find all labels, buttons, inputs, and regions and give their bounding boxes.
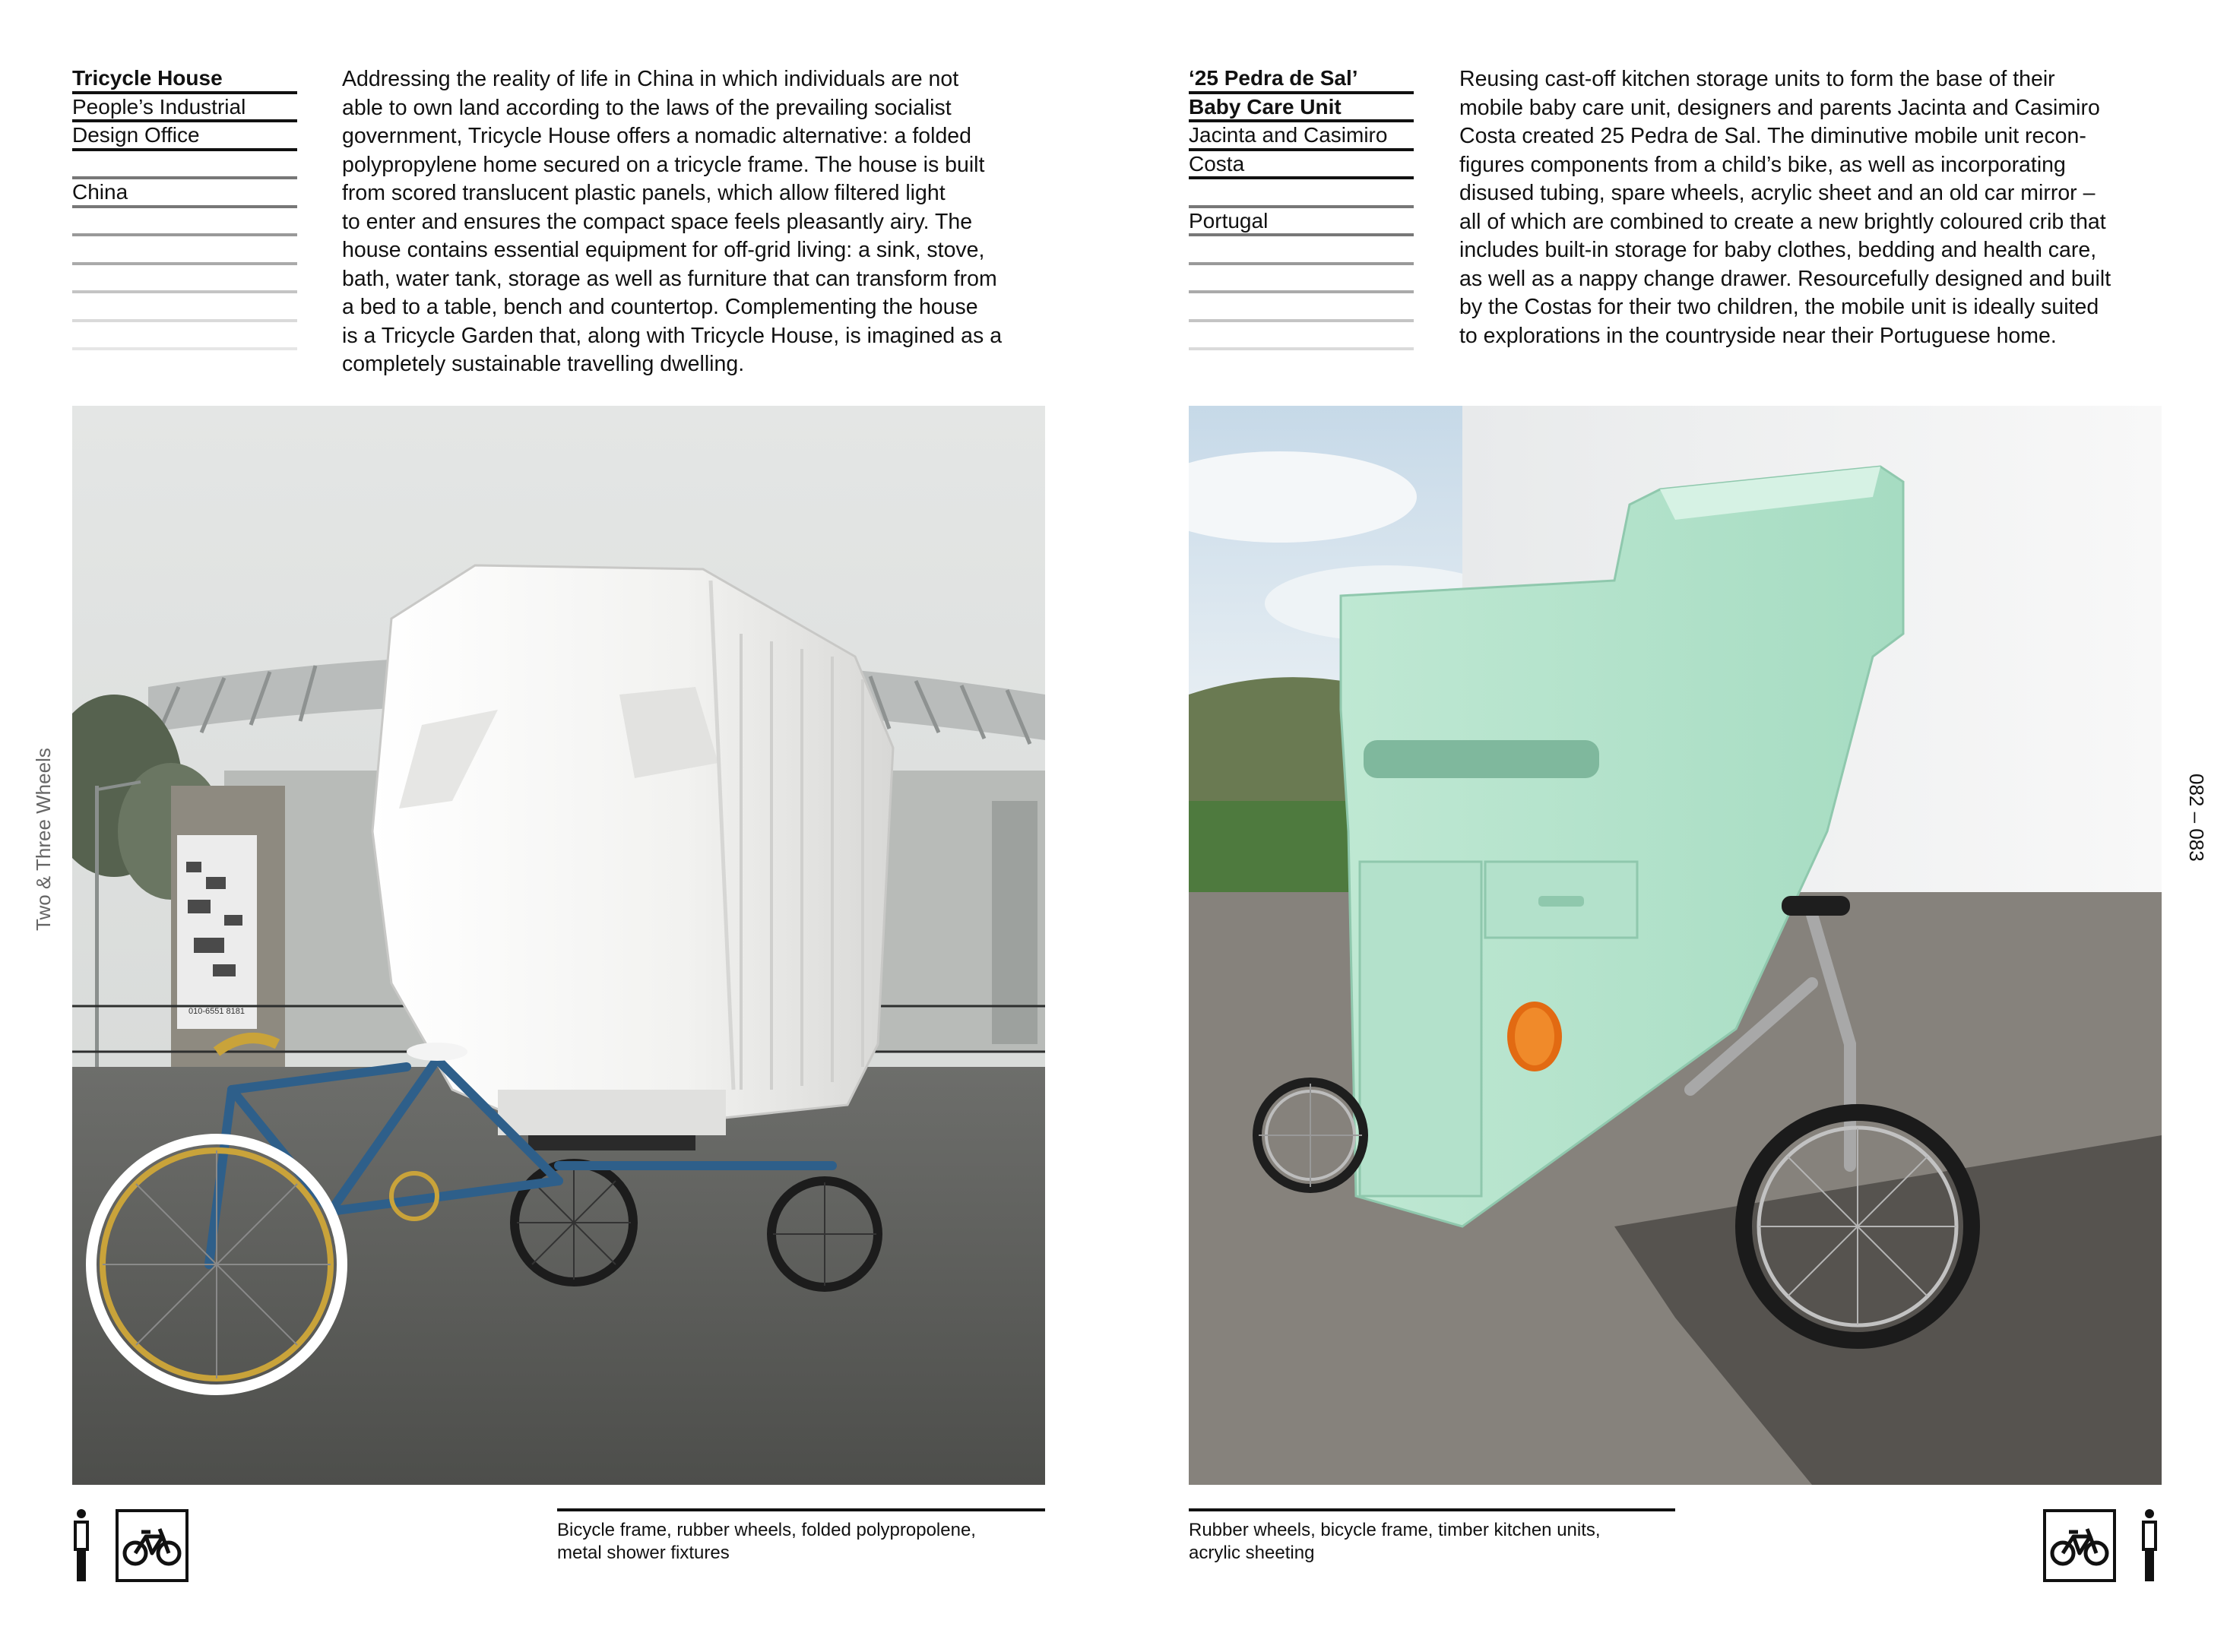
right-meta-rule (1189, 265, 1414, 294)
left-description-line: completely sustainable travelling dwelling. (342, 352, 745, 376)
left-materials-caption (557, 1508, 1045, 1565)
left-description-line: a bed to a table, bench and countertop. Complementing the house (342, 295, 978, 319)
right-description-line: disused tubing, spare wheels, acrylic sheet and an old car mirror – (1459, 181, 2096, 205)
left-meta-rule (72, 236, 297, 265)
left-description-line: government, Tricycle House offers a nomadic alternative: a folded (342, 124, 971, 148)
person-icon (2142, 1508, 2157, 1581)
right-description-line: Costa created 25 Pedra de Sal. The diminutive mobile unit recon- (1459, 124, 2086, 148)
left-description-line: bath, water tank, storage as well as furniture that can transform from (342, 266, 997, 291)
right-description (1459, 65, 2111, 350)
page-numbers: 082 – 083 (2185, 774, 2208, 862)
left-caption-line: metal shower fixtures (557, 1543, 730, 1563)
right-caption-line: acrylic sheeting (1189, 1543, 1315, 1563)
left-description-line: able to own land according to the laws of the prevailing socialist (342, 95, 952, 120)
right-designer-line2: Costa (1189, 151, 1414, 180)
left-meta-rule (72, 208, 297, 237)
tricycle-house-photo (72, 406, 1045, 1485)
baby-care-unit-photo (1189, 406, 2162, 1485)
left-meta-rule (72, 265, 297, 294)
left-country: China (72, 179, 297, 208)
right-description-line: to explorations in the countryside near their Portuguese home. (1459, 323, 2057, 348)
left-description-line: polypropylene home secured on a tricycle frame. The house is built (342, 152, 985, 177)
right-description-line: mobile baby care unit, designers and parents Jacinta and Casimiro (1459, 95, 2100, 120)
left-description-line: Addressing the reality of life in China in which individuals are not (342, 67, 959, 91)
bicycle-icon (2043, 1509, 2116, 1582)
left-caption-line: Bicycle frame, rubber wheels, folded polypropolene, (557, 1520, 976, 1540)
right-meta-rule (1189, 236, 1414, 265)
left-meta-rule (72, 322, 297, 351)
right-project-meta (1189, 65, 1414, 350)
right-description-line: by the Costas for their two children, the mobile unit is ideally suited (1459, 295, 2099, 319)
left-meta-spacer (72, 151, 297, 180)
left-description-line: house contains essential equipment for off-grid living: a sink, stove, (342, 238, 985, 262)
sign-phone-text: 010-6551 8181 (188, 1007, 246, 1016)
bicycle-icon (116, 1509, 188, 1582)
right-description-line: includes built-in storage for baby clothes, bedding and health care, (1459, 238, 2097, 262)
right-project-title-line1: ‘25 Pedra de Sal’ (1189, 65, 1414, 94)
left-description-line: to enter and ensures the compact space feels pleasantly airy. The (342, 209, 973, 234)
left-meta-rule (72, 293, 297, 322)
right-meta-spacer (1189, 179, 1414, 208)
section-label: Two & Three Wheels (32, 748, 55, 931)
right-meta-rule (1189, 293, 1414, 322)
left-designer-line1: People’s Industrial (72, 94, 297, 123)
right-country: Portugal (1189, 208, 1414, 237)
right-description-line: all of which are combined to create a new brightly coloured crib that (1459, 209, 2106, 234)
right-meta-rule (1189, 322, 1414, 351)
left-description (342, 65, 1002, 379)
left-description-line: from scored translucent plastic panels, which allow filtered light (342, 181, 946, 205)
right-designer-line1: Jacinta and Casimiro (1189, 122, 1414, 151)
person-icon (74, 1508, 89, 1581)
left-description-line: is a Tricycle Garden that, along with Tricycle House, is imagined as a (342, 323, 1003, 348)
left-project-meta (72, 65, 297, 350)
right-description-line: Reusing cast-off kitchen storage units to form the base of their (1459, 67, 2055, 91)
right-project-title-line2: Baby Care Unit (1189, 94, 1414, 123)
right-materials-caption (1189, 1508, 1675, 1565)
left-designer-line2: Design Office (72, 122, 297, 151)
right-caption-line: Rubber wheels, bicycle frame, timber kitchen units, (1189, 1520, 1601, 1540)
left-project-title: Tricycle House (72, 65, 297, 94)
right-description-line: as well as a nappy change drawer. Resourcefully designed and built (1459, 266, 2111, 291)
right-description-line: figures components from a child’s bike, as well as incorporating (1459, 152, 2066, 177)
